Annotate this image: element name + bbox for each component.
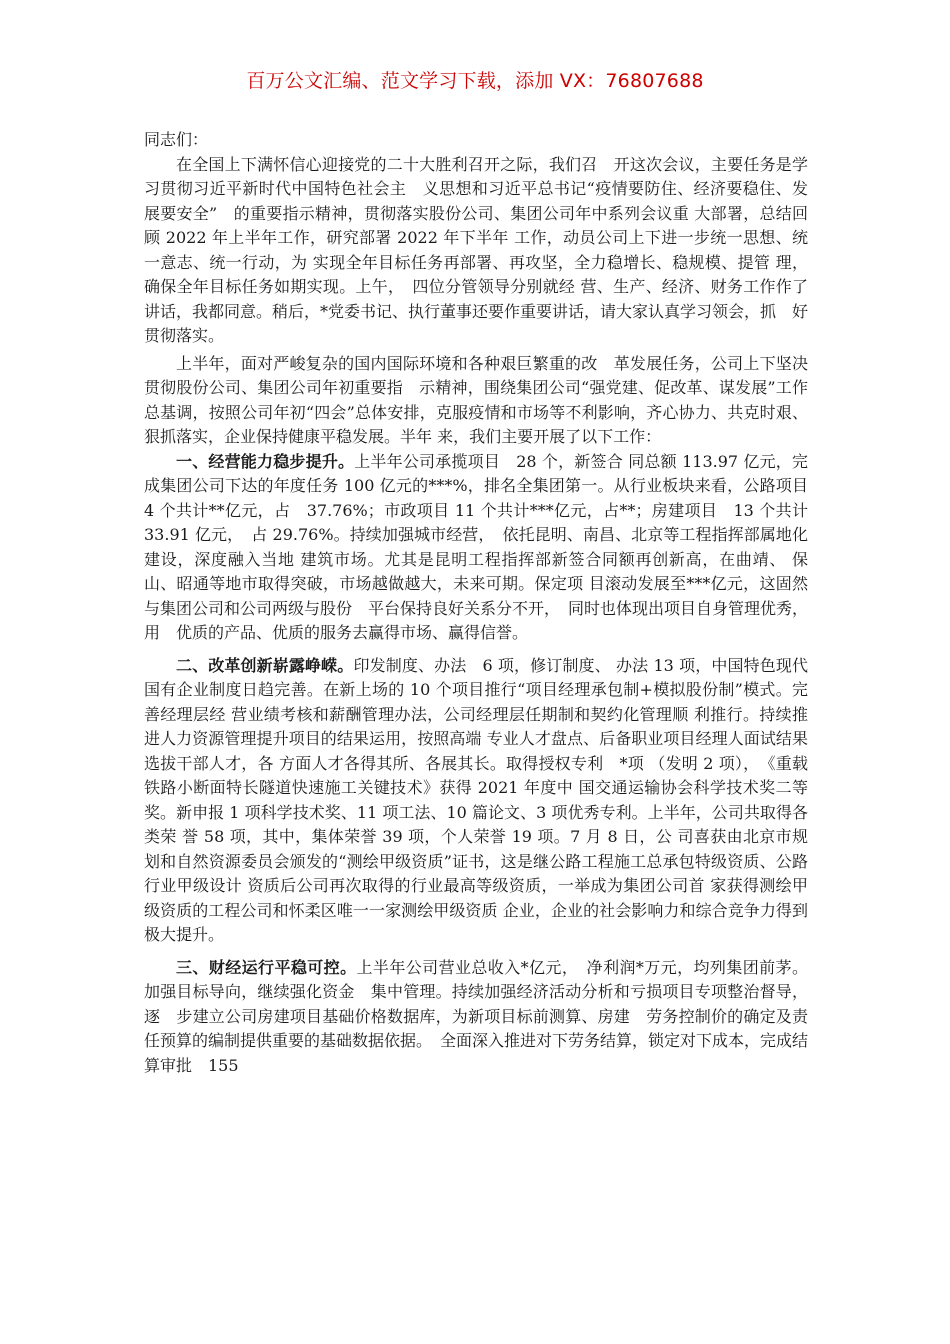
- page-header-banner: 百万公文汇编、范文学习下载，添加 VX：76807688: [246, 70, 704, 92]
- section-heading: 一、经营能力稳步提升。: [176, 451, 355, 471]
- paragraph-text: 上半年公司营业总收入*亿元， 净利润*万元，均列集团前茅。加强目标导向，继续强化资金 集中管理。持续加强经济活动分析和亏损项目专项整治督导，逐 步建立公司房建项目基础价格数据库，为新项目标前测算、房建 劳务控制价的确定及责任预算的编制提供重要的基础数据依据。 全面深入推进对下劳务结算，锁定对下成本，完成结算审批 155: [144, 957, 809, 1075]
- salutation: 同志们：: [144, 130, 209, 149]
- document-body: [144, 128, 808, 1078]
- paragraph-text: 上半年，面对严峻复杂的国内国际环境和各种艰巨繁重的改 革发展任务，公司上下坚决贯彻股份公司、集团公司年初重要指 示精神，围绕集团公司“强党建、促改革、谋发展”工作总基调，按照公司年初“四会”总体安排，克服疫情和市场等不利影响，齐心协力、共克时艰、狠抓落实，企业保持健康平稳发展。半年 来，我们主要开展了以下工作：: [144, 353, 808, 446]
- paragraph-summary: [144, 352, 808, 450]
- paragraph-section-3: [144, 956, 808, 1079]
- paragraph-text: 印发制度、办法 6 项，修订制度、 办法 13 项，中国特色现代国有企业制度日趋完善。在新上场的 10 个项目推行“项目经理承包制+模拟股份制”模式。完善经理层经 营业绩考核和薪酬管理办法，公司经理层任期制和契约化管理顺 利推行。持续推进人力资源管理提升项目的结果运用，按照高端 专业人才盘点、后备职业项目经理人面试结果选拔干部人才，各 方面人才各得其所、各展其长。取得授权专利 *项 （发明 2 项）， 《重载铁路小断面特长隧道快速施工关键技术》获得 2021 年度中 国交通运输协会科学技术奖二等奖。新申报 1 项科学技术奖、11 项工法、10 篇论文、3 项优秀专利。上半年，公司共取得各类荣 誉 58 项，其中，集体荣誉 39 项，个人荣誉 19 项。7 月 8 日，公 司喜获由北京市规划和自然资源委员会颁发的“测绘甲级资质”证书，这是继公路工程施工总承包特级资质、公路行业甲级设计 资质后公司再次取得的行业最高等级资质，一举成为集团公司首 家获得测绘甲级资质的工程公司和怀柔区唯一一家测绘甲级资质 企业，企业的社会影响力和综合竞争力得到极大提升。: [144, 655, 808, 944]
- section-heading: 三、财经运行平稳可控。: [176, 957, 357, 977]
- section-heading: 二、改革创新崭露峥嵘。: [176, 655, 354, 675]
- paragraph-section-2: [144, 654, 808, 948]
- paragraph-text: 上半年公司承揽项目 28 个，新签合 同总额 113.97 亿元，完成集团公司下达的年度任务 100 亿元的***%，排名全集团第一。从行业板块来看，公路项目 4 个共计**亿元，占 37.76%；市政项目 11 个共计***亿元，占**；房建项目 13 个共计 33.91 亿元， 占 29.76%。持续加强城市经营， 依托昆明、南昌、北京等工程指挥部属地化建设，深度融入当地 建筑市场。尤其是昆明工程指挥部新签合同额再创新高，在曲靖、 保山、昭通等地市取得突破，市场越做越大，未来可期。保定项 目滚动发展至***亿元，这固然与集团公司和公司两级与股份 平台保持良好关系分不开， 同时也体现出项目自身管理优秀，用 优质的产品、优质的服务去赢得市场、赢得信誉。: [144, 451, 809, 642]
- paragraph-section-1: [144, 450, 808, 646]
- paragraph-text: 在全国上下满怀信心迎接党的二十大胜利召开之际，我们召 开这次会议，主要任务是学习贯彻习近平新时代中国特色社会主 义思想和习近平总书记“疫情要防住、经济要稳住、发展要安全” 的重要指示精神，贯彻落实股份公司、集团公司年中系列会议重 大部署，总结回顾 2022 年上半年工作，研究部署 2022 年下半年 工作，动员公司上下进一步统一思想、统一意志、统一行动，为 实现全年目标任务再部署、再攻坚，全力稳增长、稳规模、提管 理，确保全年目标任务如期实现。上午， 四位分管领导分别就经 营、生产、经济、财务工作作了讲话，我都同意。稍后，*党委书记、执行董事还要作重要讲话，请大家认真学习领会，抓 好贯彻落实。: [144, 154, 809, 345]
- paragraph-intro: [144, 153, 808, 349]
